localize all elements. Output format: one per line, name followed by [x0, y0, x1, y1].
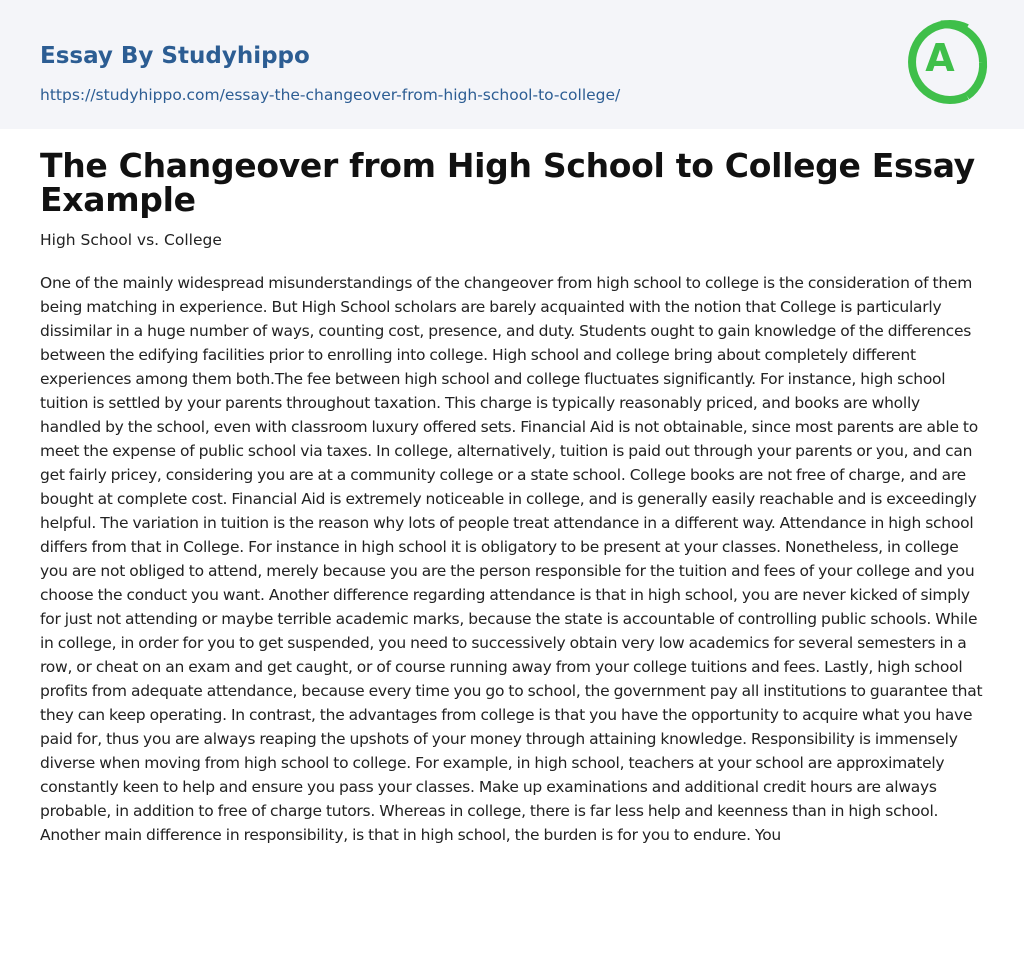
studyhippo-logo-icon[interactable]	[905, 16, 989, 108]
essay-subtitle: High School vs. College	[40, 231, 222, 249]
site-header	[0, 0, 1024, 129]
source-url-link[interactable]: https://studyhippo.com/essay-the-changeover-from-high-school-to-college/	[40, 86, 621, 104]
site-title[interactable]: Essay By Studyhippo	[40, 43, 310, 69]
essay-body-paragraph: One of the mainly widespread misunderstandings of the changeover from high school to college is the consideration of them being matching in experience. But High School scholars are barely acquainted with the notion that College is particularly dissimilar in a huge number of ways, counting cost, presence, and duty. Students ought to gain knowledge of the differences between the edifying facilities prior to enrolling into college. High school and college bring about completely different experiences among them both.The fee between high school and college fluctuates significantly. For instance, high school tuition is settled by your parents throughout taxation. This charge is typically reasonably priced, and books are wholly handled by the school, even with classroom luxury offered sets. Financial Aid is not obtainable, since most parents are able to meet the expense of public school via taxes. In college, alternatively, tuition is paid out through your parents or you, and can get fairly pricey, considering you are at a community college or a state school. College books are not free of charge, and are bought at complete cost. Financial Aid is extremely noticeable in college, and is generally easily reachable and is exceedingly helpful. The variation in tuition is the reason why lots of people treat attendance in a different way. Attendance in high school differs from that in College. For instance in high school it is obligatory to be present at your classes. Nonetheless, in college you are not obliged to attend, merely because you are the person responsible for the tuition and fees of your college and you choose the conduct you want. Another difference regarding attendance is that in high school, you are never kicked of simply for just not attending or maybe terrible academic marks, because the state is accountable of controlling public schools. While in college, in order for you to get suspended, you need to successively obtain very low academics for several semesters in a row, or cheat on an exam and get caught, or of course running away from your college tuitions and fees. Lastly, high school profits from adequate attendance, because every time you go to school, the government pay all institutions to guarantee that they can keep operating. In contrast, the advantages from college is that you have the opportunity to acquire what you have paid for, thus you are always reaping the upshots of your money through attaining knowledge. Responsibility is immensely diverse when moving from high school to college. For example, in high school, teachers at your school are approximately constantly keen to help and ensure you pass your classes. Make up examinations and additional credit hours are always probable, in addition to free of charge tutors. Whereas in college, there is far less help and keenness than in high school. Another main difference in responsibility, is that in high school, the burden is for you to endure. You	[40, 274, 983, 844]
essay-content	[0, 146, 1024, 847]
logo-letter: A	[925, 36, 955, 80]
page-title: The Changeover from High School to College Essay Example	[40, 146, 975, 219]
